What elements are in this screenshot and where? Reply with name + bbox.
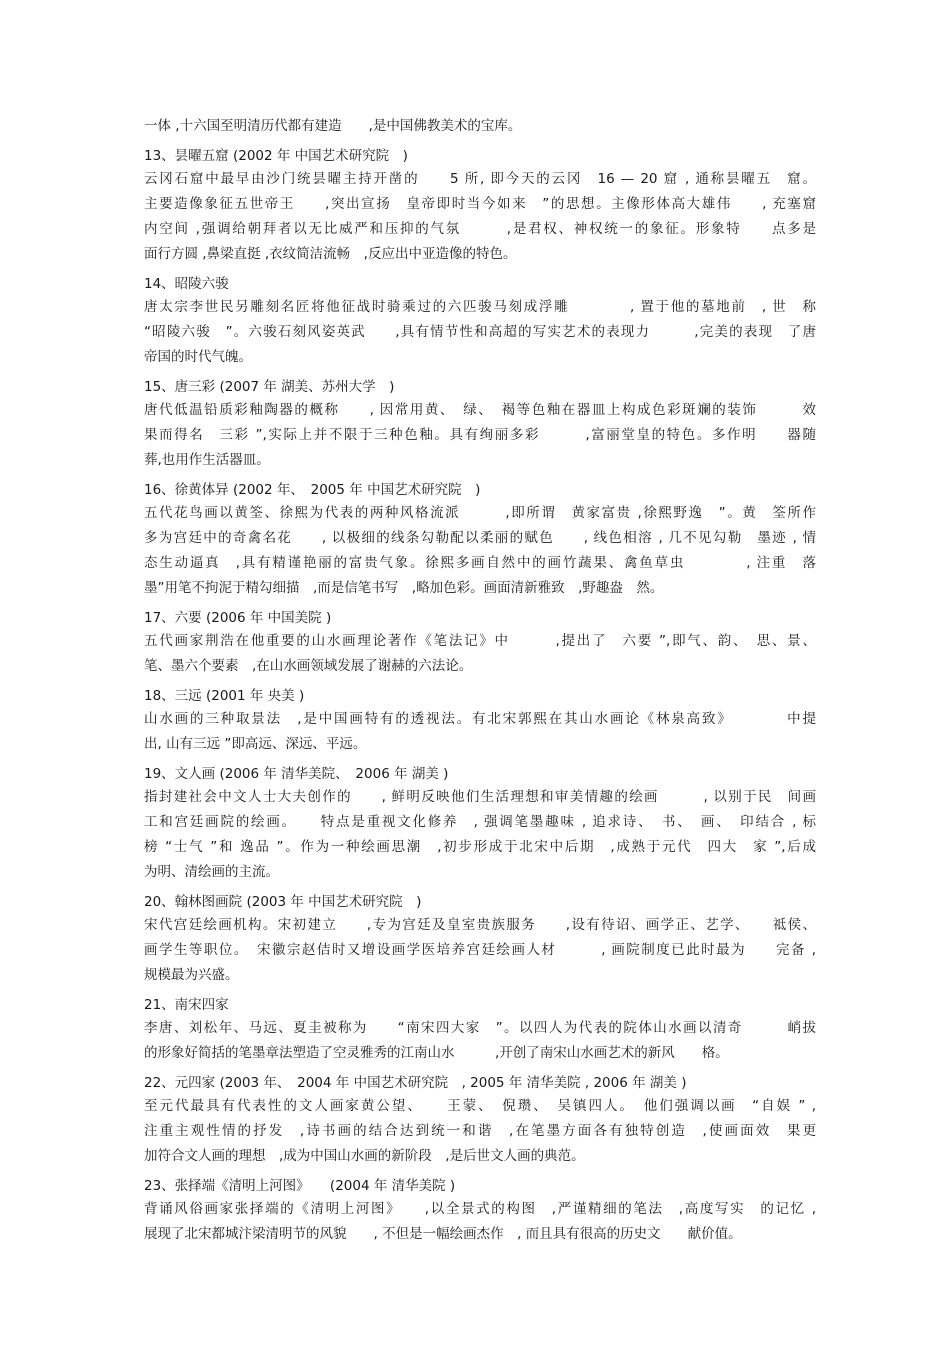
body-line: 出, 山有三远 ”即高远、深远、平远。 [144,736,367,752]
body-line: 五代花鸟画以黄筌、徐熙为代表的两种风格流派 ,即所谓 黄家富贵 ,徐熙野逸 ”。黄 筌所作 [144,505,816,521]
entry-body [144,167,816,267]
body-line: 为明、清绘画的主流。 [144,864,279,880]
entry-title: 19、文人画 (2006 年 清华美院、 2006 年 湖美 ) [144,766,449,782]
entry-body [144,629,816,679]
entry-body [144,501,816,601]
body-line: 主要造像象征五世帝王 ,突出宣扬 皇帝即时当今如来 ”的思想。主像形体高大雄伟 , 充塞窟 [144,196,816,212]
body-line: 指封建社会中文人士大夫创作的 , 鲜明反映他们生活理想和审美情趣的绘画 , 以别于民 间画 [144,789,816,805]
body-line: 唐太宗李世民另雕刻名匠将他征战时骑乘过的六匹骏马刻成浮雕 , 置于他的墓地前 , 世 称 [144,299,816,315]
body-line: 果而得名 三彩 ”,实际上并不限于三种色釉。具有绚丽多彩 ,富丽堂皇的特色。多作明 器随 [144,427,816,443]
body-line: 至元代最具有代表性的文人画家黄公望、 王蒙、 倪瓒、 吴镇四人。 他们强调以画 “自娱 ” , [144,1098,816,1114]
entry-title: 17、六要 (2006 年 中国美院 ) [144,610,332,626]
entry [144,607,816,679]
entry [144,273,816,370]
entry-title: 23、张择端《清明上河图》 (2004 年 清华美院 ) [144,1178,456,1194]
entry-body [144,295,816,370]
body-line: 云冈石窟中最早由沙门统昙曜主持开凿的 5 所, 即今天的云冈 16 — 20 窟 , 通称昙曜五 窟。 [144,171,816,187]
body-line: 墨”用笔不拘泥于精勾细描 ,而是信笔书写 ,略加色彩。画面清新雅致 ,野趣盎 然。 [144,580,664,596]
entry [144,479,816,601]
entry [144,994,816,1066]
body-line: 帝国的时代气魄。 [144,349,252,365]
entry [144,1175,816,1247]
entry [144,376,816,473]
entry-title: 14、昭陵六骏 [144,276,229,292]
body-line: 多为宫廷中的奇禽名花 , 以极细的线条勾勒配以柔丽的赋色 , 线色相溶 , 几不见勾勒 墨迹 , 情 [144,530,816,546]
body-line: 的形象好简括的笔墨章法塑造了空灵雅秀的江南山水 ,开创了南宋山水画艺术的新风 格。 [144,1045,729,1061]
body-line: 笔、墨六个要素 ,在山水画领域发展了谢赫的六法论。 [144,658,473,674]
entry-title: 15、唐三彩 (2007 年 湖美、苏州大学 ) [144,379,395,395]
body-line: 葬,也用作生活器皿。 [144,452,270,468]
body-line: 展现了北宋都城汴梁清明节的风貌 , 不但是一幅绘画杰作 , 而且具有很高的历史文 献价值。 [144,1226,742,1242]
body-line: 态生动逼真 ,具有精谨艳丽的富贵气象。徐熙多画自然中的画竹蔬果、禽鱼草虫 , 注重 落 [144,555,816,571]
entry-title: 20、翰林图画院 (2003 年 中国艺术研究院 ) [144,894,422,910]
entry-title: 16、徐黄体异 (2002 年、 2005 年 中国艺术研究院 ) [144,482,481,498]
body-line: 山水画的三种取景法 ,是中国画特有的透视法。有北宋郭熙在其山水画论《林泉高致》 中提 [144,711,816,727]
entry-title: 18、三远 (2001 年 央美 ) [144,688,305,704]
entry [144,763,816,885]
body-line: 工和宫廷画院的绘画。 特点是重视文化修养 , 强调笔墨趣味 , 追求诗、 书、 画、 印结合 , 标 [144,814,816,830]
entry-title: 13、昙曜五窟 (2002 年 中国艺术研究院 ) [144,148,408,164]
body-line: 注重主观性情的抒发 ,诗书画的结合达到统一和谐 ,在笔墨方面各有独特创造 ,使画面效 果更 [144,1123,816,1139]
body-line: 榜 “士气 ”和 逸品 ”。作为一种绘画思潮 ,初步形成于北宋中后期 ,成熟于元代 四大 家 ”,后成 [144,839,816,855]
body-line: 唐代低温铅质彩釉陶器的概称 , 因常用黄、 绿、 褐等色釉在器皿上构成色彩斑斓的装饰 效 [144,402,816,418]
body-line: 内空间 ,强调给朝拜者以无比威严和压抑的气氛 ,是君权、神权统一的象征。形象特 点多是 [144,221,816,237]
entry [144,685,816,757]
body-line: “昭陵六骏 ”。六骏石刻风姿英武 ,具有情节性和高超的写实艺术的表现力 ,完美的表现 了唐 [144,324,816,340]
entry-body [144,1094,816,1169]
entry [144,891,816,988]
body-line: 五代画家荆浩在他重要的山水画理论著作《笔法记》中 ,提出了 六要 ”,即气、韵、 思、景、 [144,633,816,649]
entry-title: 21、南宋四家 [144,997,229,1013]
entry-body [144,913,816,988]
entry-body [144,1016,816,1066]
body-line: 加符合文人画的理想 ,成为中国山水画的新阶段 ,是后世文人画的典范。 [144,1148,585,1164]
entry-body [144,1197,816,1247]
entry [144,145,816,267]
body-line: 规模最为兴盛。 [144,967,239,983]
entry [144,1072,816,1169]
body-line: 宋代宫廷绘画机构。宋初建立 ,专为宫廷及皇室贵族服务 ,设有待诏、画学正、艺学、 祗侯、 [144,917,816,933]
entry-list [144,145,816,1247]
intro-line: 一体 ,十六国至明清历代都有建造 ,是中国佛教美术的宝库。 [144,118,522,134]
entry-body [144,398,816,473]
entry-title: 22、元四家 (2003 年、 2004 年 中国艺术研究院 , 2005 年 清华美院 , 2006 年 湖美 ) [144,1075,687,1091]
body-line: 李唐、刘松年、马远、夏圭被称为 “南宋四大家 ”。以四人为代表的院体山水画以清奇 峭拔 [144,1020,816,1036]
entry-body [144,785,816,885]
body-line: 画学生等职位。 宋徽宗赵佶时又增设画学医培养宫廷绘画人材 , 画院制度已此时最为 完备 , [144,942,816,958]
document-content [144,114,816,1253]
entry-body [144,707,816,757]
body-line: 面行方圆 ,鼻梁直挺 ,衣纹简洁流畅 ,反应出中亚造像的特色。 [144,246,517,262]
body-line: 背诵风俗画家张择端的《清明上河图》 ,以全景式的构图 ,严谨精细的笔法 ,高度写实 的记忆 , [144,1201,816,1217]
